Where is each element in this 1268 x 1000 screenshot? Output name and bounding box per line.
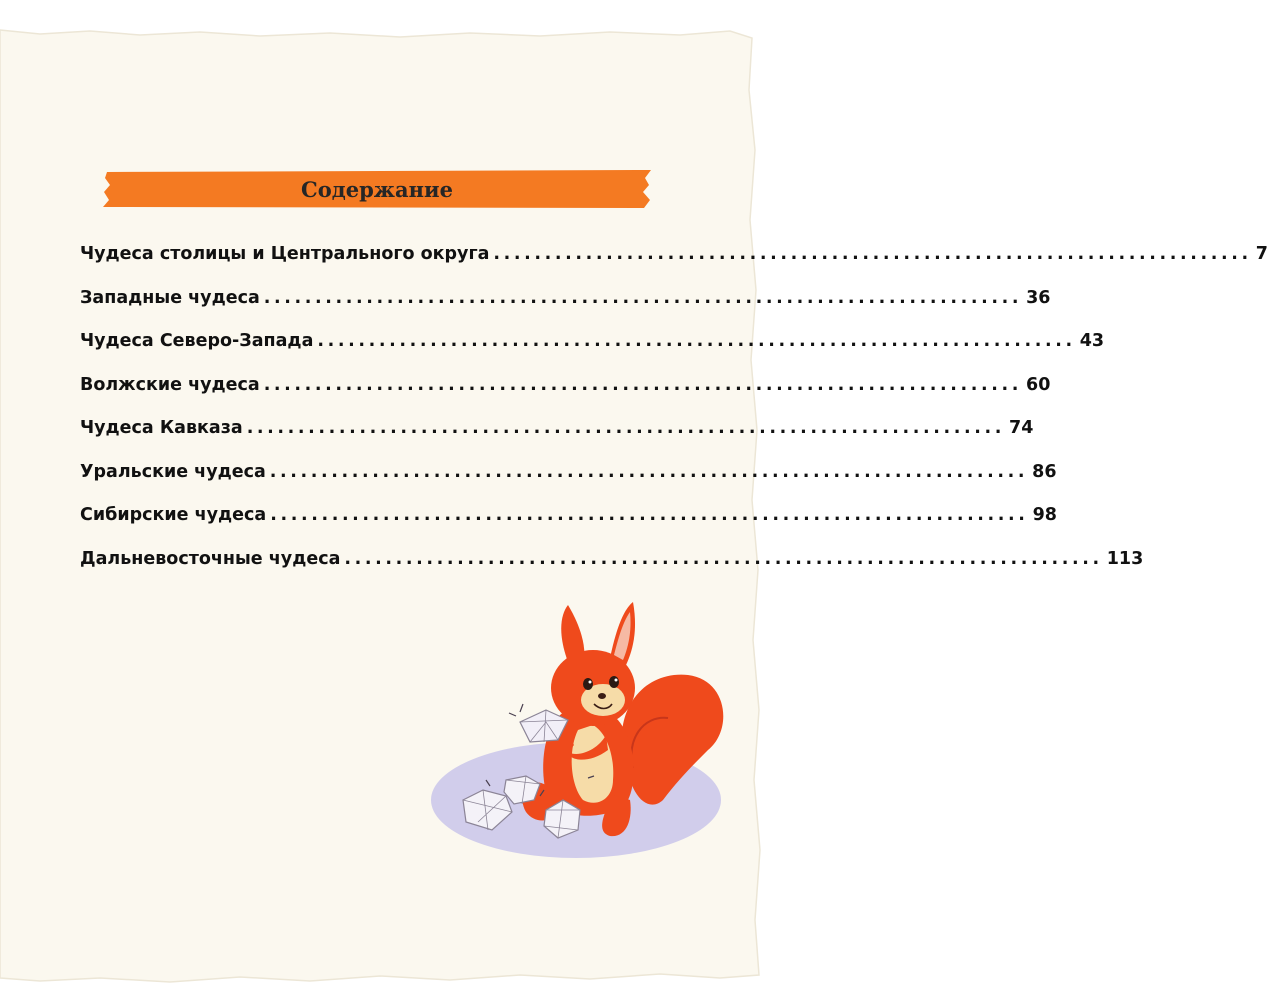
toc-item[interactable] xyxy=(80,287,1051,332)
toc-item-title: Дальневосточные чудеса xyxy=(80,548,341,569)
toc-item-title: Чудеса столицы и Центрального округа xyxy=(80,244,490,264)
toc-item[interactable] xyxy=(80,461,1057,506)
toc-item-page: 98 xyxy=(1032,505,1057,525)
toc-item[interactable] xyxy=(80,331,1105,375)
toc-item-title: Волжские чудеса xyxy=(80,374,260,395)
toc-item[interactable] xyxy=(80,418,1034,462)
toc-item-page: 60 xyxy=(1026,374,1051,395)
toc-item-title: Чудеса Северо-Запада xyxy=(80,331,314,351)
toc-item-page: 7 xyxy=(1255,244,1268,264)
toc-heading-bar xyxy=(103,170,651,208)
toc-item-page: 86 xyxy=(1032,461,1057,482)
toc-item-page: 113 xyxy=(1106,548,1144,569)
toc-leader-dots: .......................................................................... xyxy=(270,505,1029,525)
toc-item[interactable] xyxy=(80,548,1144,593)
table-of-contents xyxy=(80,244,1268,592)
toc-item-page: 74 xyxy=(1009,418,1034,438)
toc-item[interactable] xyxy=(80,244,1268,288)
toc-item-title: Уральские чудеса xyxy=(80,461,266,482)
toc-leader-dots: .......................................................................... xyxy=(493,244,1252,264)
toc-item-title: Западные чудеса xyxy=(80,287,260,308)
toc-leader-dots: .......................................................................... xyxy=(344,548,1103,569)
toc-leader-dots: .......................................................................... xyxy=(263,374,1023,395)
toc-leader-dots: .......................................................................... xyxy=(317,331,1076,351)
toc-item[interactable] xyxy=(80,505,1057,549)
toc-item[interactable] xyxy=(80,374,1051,419)
toc-heading: Содержание xyxy=(301,176,453,202)
toc-item-title: Сибирские чудеса xyxy=(80,505,267,525)
toc-item-page: 36 xyxy=(1026,287,1051,308)
toc-leader-dots: .......................................................................... xyxy=(246,418,1006,438)
toc-leader-dots: .......................................................................... xyxy=(269,461,1029,482)
toc-leader-dots: .......................................................................... xyxy=(263,287,1023,308)
toc-item-title: Чудеса Кавказа xyxy=(80,418,243,438)
toc-item-page: 43 xyxy=(1079,331,1105,351)
squirrel-with-gems-icon xyxy=(428,600,728,860)
